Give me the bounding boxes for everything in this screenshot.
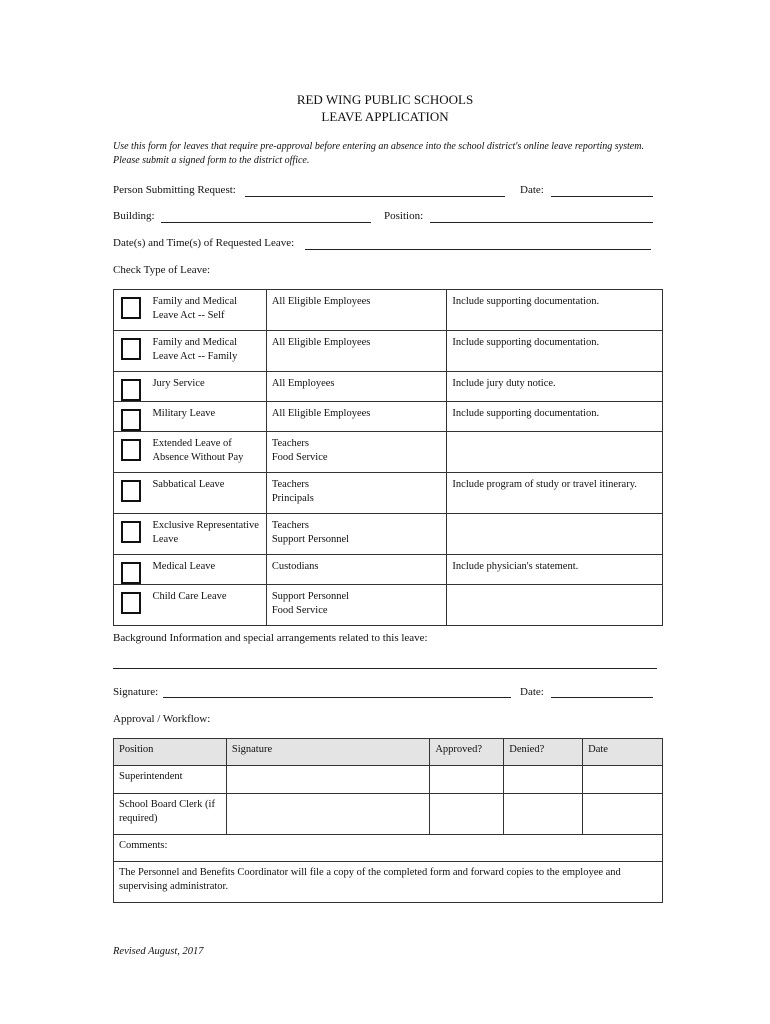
leave-type-checkbox[interactable] <box>121 409 141 431</box>
row-position: Superintendent <box>114 766 227 794</box>
checkbox-cell <box>114 402 148 432</box>
leave-type-eligible: All Eligible Employees <box>266 402 447 432</box>
header-denied: Denied? <box>504 739 583 766</box>
signature-cell[interactable] <box>226 794 429 835</box>
leave-type-row <box>114 514 663 555</box>
approval-row-board-clerk <box>114 794 663 835</box>
form-title: LEAVE APPLICATION <box>321 109 449 124</box>
approval-table <box>113 738 663 903</box>
checkbox-cell <box>114 514 148 555</box>
building-label: Building: <box>113 210 155 222</box>
approved-cell[interactable] <box>430 766 504 794</box>
leave-type-note: Include jury duty notice. <box>447 372 663 402</box>
position-label: Position: <box>384 210 424 222</box>
checkbox-cell <box>114 372 148 402</box>
person-label: Person Submitting Request: <box>113 184 236 196</box>
leave-type-row <box>114 585 663 626</box>
intro-text: Use this form for leaves that require pre-approval before entering an absence into the school district's online leave reporting system. Please submit a signed form to the district office. <box>113 141 644 166</box>
signature-field[interactable] <box>163 697 511 698</box>
leave-type-row <box>114 290 663 331</box>
leave-type-name: Jury Service <box>147 372 266 402</box>
date-cell[interactable] <box>583 794 663 835</box>
leave-type-row <box>114 432 663 473</box>
header-position: Position <box>114 739 227 766</box>
checkbox-cell <box>114 331 148 372</box>
leave-type-checkbox[interactable] <box>121 521 141 543</box>
leave-type-eligible: Teachers Principals <box>266 473 447 514</box>
checkbox-cell <box>114 432 148 473</box>
approval-row-superintendent <box>114 766 663 794</box>
leave-type-note: Include physician's statement. <box>447 555 663 585</box>
approved-cell[interactable] <box>430 794 504 835</box>
leave-type-name: Family and Medical Leave Act -- Family <box>147 331 266 372</box>
coordinator-note: The Personnel and Benefits Coordinator will file a copy of the completed form and forward copies to the employee and supervising administrator. <box>114 862 663 903</box>
leave-type-eligible: Support Personnel Food Service <box>266 585 447 626</box>
leave-type-note: Include program of study or travel itinerary. <box>447 473 663 514</box>
row-position: School Board Clerk (if required) <box>114 794 227 835</box>
leave-type-note <box>447 585 663 626</box>
leave-type-eligible: All Eligible Employees <box>266 331 447 372</box>
signature-date-label: Date: <box>520 686 544 698</box>
check-type-label: Check Type of Leave: <box>113 264 211 276</box>
note-row <box>114 862 663 903</box>
header-date: Date <box>583 739 663 766</box>
leave-type-eligible: Custodians <box>266 555 447 585</box>
person-field[interactable] <box>245 196 505 197</box>
header-signature: Signature <box>226 739 429 766</box>
header-approved: Approved? <box>430 739 504 766</box>
checkbox-cell <box>114 585 148 626</box>
leave-type-checkbox[interactable] <box>121 439 141 461</box>
leave-type-name: Exclusive Representative Leave <box>147 514 266 555</box>
comments-row <box>114 835 663 862</box>
building-field[interactable] <box>161 222 371 223</box>
revision-footer: Revised August, 2017 <box>113 946 204 957</box>
date-field[interactable] <box>551 196 653 197</box>
signature-date-field[interactable] <box>551 697 653 698</box>
leave-type-checkbox[interactable] <box>121 562 141 584</box>
leave-type-eligible: All Employees <box>266 372 447 402</box>
leave-type-row <box>114 555 663 585</box>
approval-label: Approval / Workflow: <box>113 713 211 725</box>
background-label: Background Information and special arrangements related to this leave: <box>113 632 428 644</box>
leave-type-eligible: Teachers Food Service <box>266 432 447 473</box>
leave-type-row <box>114 331 663 372</box>
leave-type-checkbox[interactable] <box>121 297 141 319</box>
leave-type-name: Military Leave <box>147 402 266 432</box>
leave-type-eligible: All Eligible Employees <box>266 290 447 331</box>
leave-type-name: Family and Medical Leave Act -- Self <box>147 290 266 331</box>
denied-cell[interactable] <box>504 794 583 835</box>
checkbox-cell <box>114 473 148 514</box>
leave-type-note <box>447 514 663 555</box>
leave-type-note: Include supporting documentation. <box>447 331 663 372</box>
school-name: RED WING PUBLIC SCHOOLS <box>296 92 474 107</box>
date-cell[interactable] <box>583 766 663 794</box>
approval-header-row <box>114 739 663 766</box>
leave-type-note <box>447 432 663 473</box>
denied-cell[interactable] <box>504 766 583 794</box>
leave-type-row <box>114 372 663 402</box>
position-field[interactable] <box>430 222 653 223</box>
dates-times-field[interactable] <box>305 249 651 250</box>
leave-type-table <box>113 289 663 626</box>
leave-type-row <box>114 402 663 432</box>
leave-type-name: Sabbatical Leave <box>147 473 266 514</box>
date-label: Date: <box>520 184 544 196</box>
leave-type-name: Medical Leave <box>147 555 266 585</box>
signature-label: Signature: <box>113 686 159 698</box>
leave-type-checkbox[interactable] <box>121 592 141 614</box>
dates-times-label: Date(s) and Time(s) of Requested Leave: <box>113 237 295 249</box>
background-field[interactable] <box>113 668 657 669</box>
leave-type-name: Extended Leave of Absence Without Pay <box>147 432 266 473</box>
leave-type-row <box>114 473 663 514</box>
leave-type-checkbox[interactable] <box>121 379 141 401</box>
leave-type-checkbox[interactable] <box>121 480 141 502</box>
leave-type-checkbox[interactable] <box>121 338 141 360</box>
checkbox-cell <box>114 290 148 331</box>
comments-cell[interactable]: Comments: <box>114 835 663 862</box>
leave-type-note: Include supporting documentation. <box>447 290 663 331</box>
signature-cell[interactable] <box>226 766 429 794</box>
leave-type-name: Child Care Leave <box>147 585 266 626</box>
checkbox-cell <box>114 555 148 585</box>
leave-type-note: Include supporting documentation. <box>447 402 663 432</box>
leave-type-eligible: Teachers Support Personnel <box>266 514 447 555</box>
